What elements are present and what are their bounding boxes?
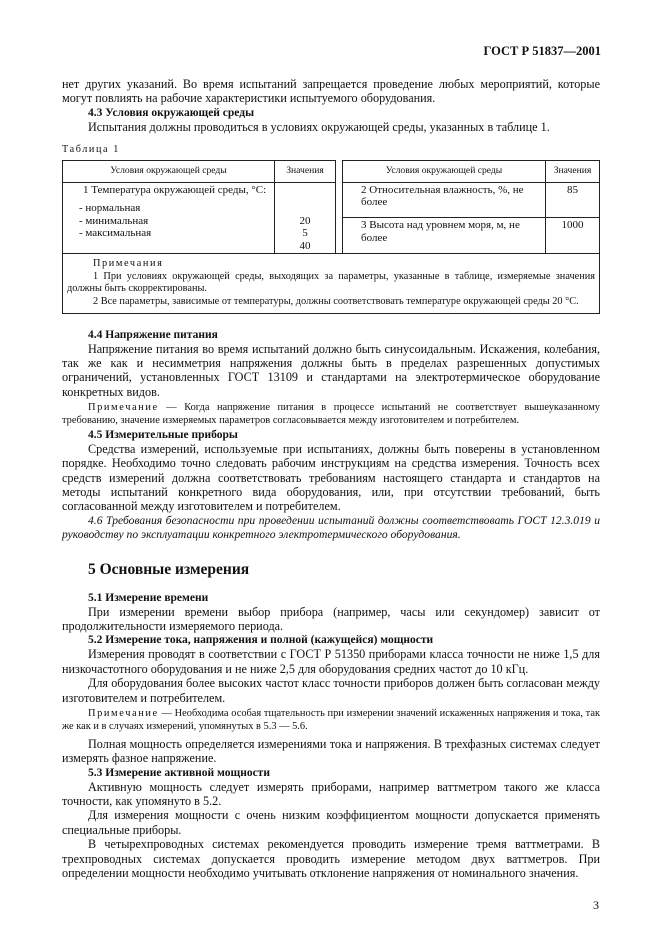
section-4-4-title: 4.4 Напряжение питания [88, 328, 218, 341]
temperature-min: - минимальная [79, 214, 149, 227]
value-normal: 20 [299, 214, 311, 227]
value-min: 5 [302, 227, 308, 240]
table-header-values-left: Значения [275, 161, 336, 183]
section-4-5-text: Средства измерений, используемые при испытаниях, должны быть поверены в установленном порядке. Необходимо точно следовать рабочим инструкциям на средства измерения. Точность всех средств измерений должна соответствовать требованиям настоящего стандарта и стандартов на методы испытаний конкретного вида оборудования, или, при отсутствии требований, быть согласованной между изготовителем и потребителем. [62, 441, 600, 514]
table-header-values-right: Значения [546, 161, 600, 183]
section-5-2-text-1: Измерения проводят в соответствии с ГОСТ Р 51350 приборами класса точности не ниже 1,5 для низкочастотного оборудования и не ниже 2,5 для оборудования средних частот до 10 кГц. [62, 647, 600, 676]
note-label: Примечание [88, 708, 159, 720]
note-1: 1 При условиях окружающей среды, выходящих за параметры, указанные в таблице, измеряемые значения должны быть скорректированы. [67, 270, 595, 295]
table-header-conditions-left: Условия окружающей среды [63, 161, 275, 183]
section-4-3-title: 4.3 Условия окружающей среды [88, 106, 255, 119]
section-5-3-text-2: Для измерения мощности с очень низким коэффициентом мощности допускается применять специальные приборы. [62, 808, 600, 837]
section-5-2-text-3: Полная мощность определяется измерениями тока и напряжения. В трехфазных системах следует измерять фазное напряжение. [62, 736, 600, 766]
section-4-4-note [62, 402, 600, 428]
temperature-max: - максимальная [79, 227, 152, 240]
section-5-2-title: 5.2 Измерение тока, напряжения и полной (кажущейся) мощности [88, 634, 434, 647]
table-notes [63, 254, 600, 313]
intro-paragraph: нет других указаний. Во время испытаний запрещается проведение любых мероприятий, которые могут повлиять на рабочие характеристики испытуемого оборудования. [62, 77, 600, 106]
section-4-4-text: Напряжение питания во время испытаний должно быть синусоидальным. Искажения, колебания, так же как и несимметрия напряжения должны быть в пределах разрешенных допустимых ограничений, установленных ГОСТ 13109 и стандартами на электротермическое оборудование конкретных видов. [62, 341, 600, 399]
section-5-3-title: 5.3 Измерение активной мощности [88, 766, 270, 779]
note-label: Примечание [88, 402, 159, 414]
table-cell-temperature-values [275, 182, 336, 254]
section-5-1-title: 5.1 Измерение времени [88, 591, 209, 604]
section-5-3-text-1: Активную мощность следует измерять приборами, например ваттметром такого же класса точности, как упомянуто в 5.2. [62, 779, 600, 808]
temperature-label: 1 Температура окружающей среды, °С: [83, 183, 267, 196]
table-cell-altitude-value: 1000 [546, 218, 600, 254]
note-text: — Когда напряжение питания в процессе испытаний не соответствует вышеуказанному требованию, значение измеряемых параметров согласовывается между изготовителем и потребителем. [62, 402, 600, 427]
page-content [62, 0, 600, 880]
table-cell-humidity: 2 Относительная влажность, %, не более [343, 182, 546, 218]
section-5-3-text-3: В четырехпроводных системах рекомендуется проводить измерение тремя ваттметрами. В трехпроводных системах допускается проводить измерение методом двух ваттметров. При определении мощности необходимо учитывать отклонение напряжения от номинального значения. [62, 837, 600, 880]
page-number: 3 [593, 898, 599, 912]
section-4-3-text: Испытания должны проводиться в условиях окружающей среды, указанных в таблице 1. [88, 119, 550, 134]
section-5-title: 5 Основные измерения [88, 560, 250, 578]
table-cell-temperature [63, 182, 275, 254]
environment-table [62, 160, 600, 313]
section-5-2-text-2: Для оборудования более высоких частот класс точности приборов должен быть согласован между изготовителем и потребителем. [62, 676, 600, 705]
note-text: — Необходима особая тщательность при измерении значений искаженных напряжения и тока, так же как и в случаях измерений, упомянутых в 5.3 — 5.6. [62, 708, 600, 732]
table-header-conditions-right: Условия окружающей среды [343, 161, 546, 183]
section-4-5-title: 4.5 Измерительные приборы [88, 428, 238, 441]
note-2: 2 Все параметры, зависимые от температуры, должны соответствовать температуре окружающей среды 20 °С. [93, 296, 579, 307]
section-4-6-text: 4.6 Требования безопасности при проведении испытаний должны соответствовать ГОСТ 12.3.019 и руководству по эксплуатации конкретного электротермического оборудования. [62, 513, 600, 542]
value-max: 40 [299, 239, 311, 252]
table-cell-altitude: 3 Высота над уровнем моря, м, не более [343, 218, 546, 254]
temperature-normal: - нормальная [79, 202, 141, 215]
document-number: ГОСТ Р 51837—2001 [483, 44, 601, 58]
table-cell-humidity-value: 85 [546, 182, 600, 218]
table-caption: Таблица 1 [62, 144, 120, 156]
notes-title: Примечания [93, 258, 164, 270]
section-5-2-note [62, 708, 600, 734]
section-5-1-text: При измерении времени выбор прибора (например, часы или секундомер) зависит от продолжительности измеряемого периода. [62, 604, 600, 634]
